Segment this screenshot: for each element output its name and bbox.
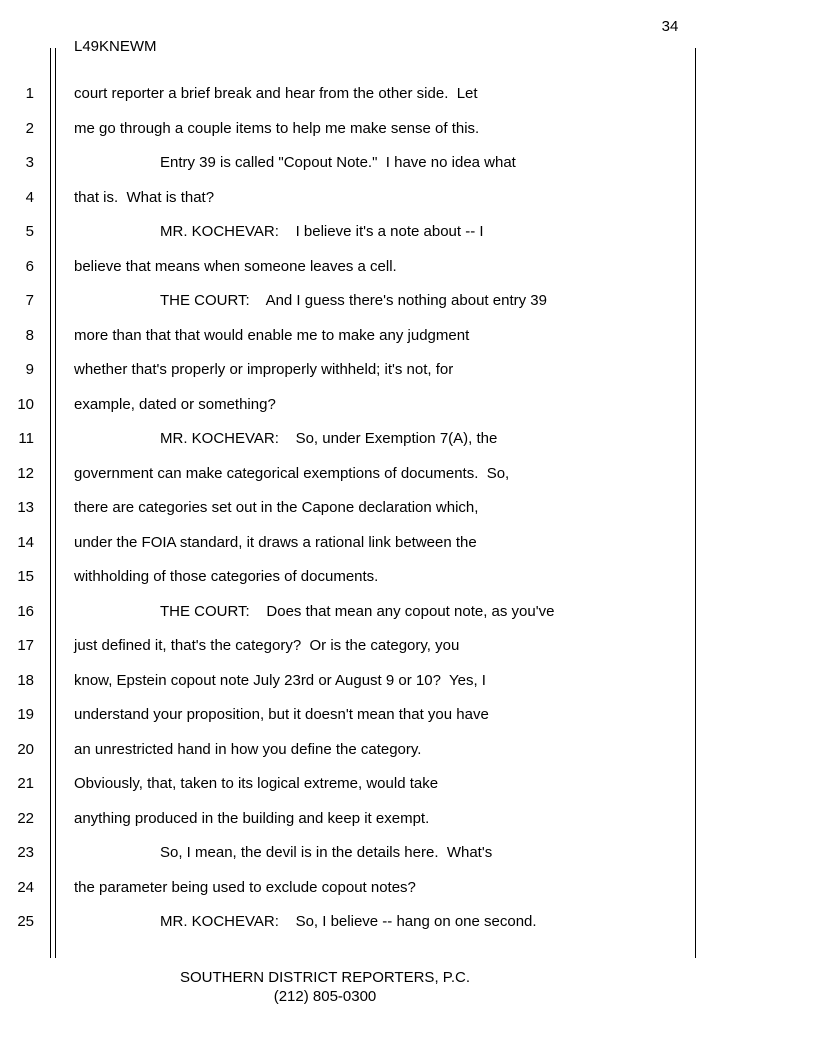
line-number: 24 [17,878,34,896]
line-text: MR. KOCHEVAR: So, I believe -- hang on one second. [160,913,537,930]
line-text: just defined it, that's the category? Or is the category, you [74,637,460,654]
reporter-phone: (212) 805-0300 [273,988,377,1005]
line-number: 14 [17,533,34,551]
line-text: there are categories set out in the Capone declaration which, [74,499,479,516]
transcript-line [0,560,700,594]
line-number: 12 [17,464,34,482]
line-number: 17 [17,637,34,654]
transcript-line [0,871,700,905]
line-number: 3 [25,154,34,171]
line-text: example, dated or something? [74,395,276,413]
line-number: 8 [25,326,34,344]
transcript-line [0,629,700,663]
transcript-line [0,284,700,318]
line-number: 16 [17,602,34,620]
line-text: THE COURT: And I guess there's nothing about entry 39 [160,292,547,309]
transcript-line [0,215,700,249]
line-number: 13 [17,499,34,516]
line-number: 7 [25,292,34,309]
line-number: 22 [17,809,34,827]
transcript-line [0,698,700,732]
transcript-line [0,664,700,698]
line-text: MR. KOCHEVAR: I believe it's a note about -- I [160,223,484,240]
line-text: an unrestricted hand in how you define the category. [74,740,422,758]
line-text: that is. What is that? [74,188,215,206]
line-text: believe that means when someone leaves a cell. [74,257,397,275]
line-number: 2 [25,119,34,137]
transcript-line [0,112,700,146]
line-text: withholding of those categories of documents. [74,568,379,585]
line-text: court reporter a brief break and hear from the other side. Let [74,85,478,102]
line-text: anything produced in the building and keep it exempt. [74,809,430,827]
line-text: under the FOIA standard, it draws a rational link between the [74,533,477,551]
transcript-line [0,319,700,353]
transcript-line [0,595,700,629]
transcript-line [0,526,700,560]
line-text: me go through a couple items to help me make sense of this. [74,119,480,137]
case-id: L49KNEWM [74,38,157,55]
line-text: MR. KOCHEVAR: So, under Exemption 7(A), the [160,430,498,447]
line-number: 18 [17,671,34,689]
line-text: government can make categorical exemptions of documents. So, [74,464,510,482]
line-text: Obviously, that, taken to its logical extreme, would take [74,775,439,792]
line-text: So, I mean, the devil is in the details here. What's [160,844,493,861]
transcript-line [0,457,700,491]
reporter-company: SOUTHERN DISTRICT REPORTERS, P.C. [179,969,471,986]
transcript-line [0,491,700,525]
line-number: 11 [18,430,34,447]
line-number: 23 [17,844,34,861]
transcript-line [0,733,700,767]
transcript-line [0,250,700,284]
line-number: 6 [25,257,34,275]
page-number: 34 [661,18,679,35]
line-number: 4 [25,188,34,206]
line-number: 20 [17,740,34,758]
line-number: 10 [17,395,34,413]
line-text: understand your proposition, but it doesn't mean that you have [74,706,489,723]
line-text: know, Epstein copout note July 23rd or August 9 or 10? Yes, I [74,671,486,689]
line-number: 21 [17,775,34,792]
line-text: Entry 39 is called "Copout Note." I have no idea what [160,154,516,171]
transcript-line [0,146,700,180]
transcript-line [0,802,700,836]
line-text: whether that's properly or improperly withheld; it's not, for [74,361,454,378]
footer [0,968,650,1006]
line-text: the parameter being used to exclude copout notes? [74,878,416,896]
line-number: 5 [25,223,34,240]
transcript-line [0,836,700,870]
transcript-line [0,422,700,456]
transcript-line [0,767,700,801]
transcript-line [0,388,700,422]
line-text: THE COURT: Does that mean any copout note, as you've [160,602,555,620]
transcript-line [0,77,700,111]
transcript-line [0,353,700,387]
line-text: more than that that would enable me to make any judgment [74,326,470,344]
line-number: 19 [17,706,34,723]
line-number: 9 [25,361,34,378]
line-number: 1 [25,85,34,102]
transcript-line [0,181,700,215]
line-number: 15 [17,568,34,585]
transcript-line [0,905,700,939]
line-number: 25 [17,913,34,930]
